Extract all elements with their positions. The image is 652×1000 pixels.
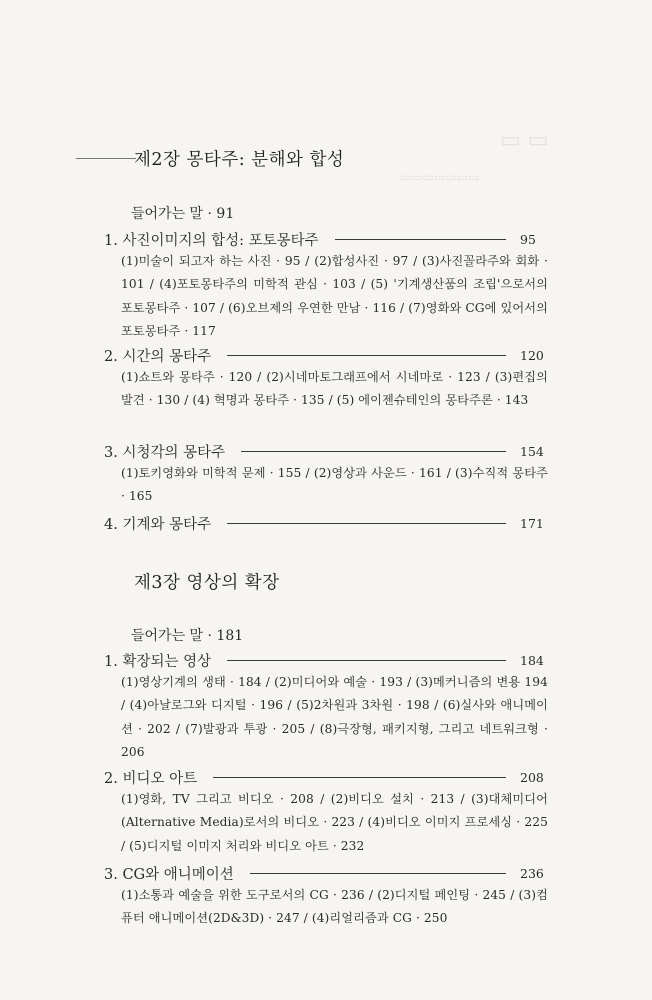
dot-leader: [335, 239, 506, 240]
bleed-through-decoration: ▭ ▭: [500, 128, 549, 153]
page-number: 236: [520, 865, 544, 881]
header-rule: [76, 158, 136, 159]
dot-leader: [213, 777, 506, 778]
section-title: 3. CG와 애니메이션: [104, 866, 234, 883]
page-number: 95: [520, 231, 536, 247]
section-title: 3. 시청각의 몽타주: [104, 444, 226, 461]
toc-section: [104, 440, 548, 509]
dot-leader: [227, 660, 506, 661]
chapter-intro: 들어가는 말 · 91: [131, 206, 235, 222]
section-contents: (1)영화, TV 그리고 비디오 · 208 / (2)비디오 설치 · 213 / (3)대체미디어(Alternative Media)로서의 비디오 · 223 / (4)비디오 이미지 프로세싱 · 225 / (5)디지털 이미지 처리와 비디오 아트 · 232: [121, 792, 548, 853]
chapter-intro: 들어가는 말 · 181: [131, 628, 244, 644]
section-title: 4. 기계와 몽타주: [104, 516, 212, 533]
dot-leader: [227, 523, 506, 524]
section-title: 1. 확장되는 영상: [104, 653, 212, 670]
toc-section: [104, 649, 548, 764]
section-contents: (1)영상기계의 생태 · 184 / (2)미디어와 예술 · 193 / (3)메커니즘의 변용 194 / (4)아날로그와 디지털 · 196 / (5)2차원과 3차원 · 198 / (6)실사와 애니메이션 · 202 / (7)발광과 투광 · 205 / (8)극장형, 패키지형, 그리고 네트워크형 · 206: [121, 675, 548, 759]
page-number: 171: [520, 515, 544, 531]
toc-section: [104, 766, 548, 858]
bleed-through-decoration: ▭▭▭▭▭▭▭: [400, 170, 480, 184]
page-number: 120: [520, 347, 544, 363]
toc-section: [104, 862, 548, 931]
section-contents: (1)쇼트와 몽타주 · 120 / (2)시네마토그래프에서 시네마로 · 123 / (3)편집의 발견 · 130 / (4) 혁명과 몽타주 · 135 / (5) 에이젠슈테인의 몽타주론 · 143: [121, 370, 548, 408]
section-contents: (1)소통과 예술을 위한 도구로서의 CG · 236 / (2)디지털 페인팅 · 245 / (3)컴퓨터 애니메이션(2D&3D) · 247 / (4)리얼리즘과 CG · 250: [121, 888, 548, 926]
dot-leader: [227, 355, 506, 356]
chapter-title: 제3장 영상의 확장: [134, 573, 280, 593]
toc-section: [104, 512, 544, 534]
section-contents: (1)토키영화와 미학적 문제 · 155 / (2)영상과 사운드 · 161 / (3)수직적 몽타주 · 165: [121, 466, 548, 504]
page-number: 184: [520, 652, 544, 668]
chapter-title: 제2장 몽타주: 분해와 합성: [134, 150, 345, 170]
toc-section: [104, 228, 548, 343]
section-title: 2. 시간의 몽타주: [104, 348, 212, 365]
page-number: 208: [520, 769, 544, 785]
section-title: 2. 비디오 아트: [104, 770, 198, 787]
dot-leader: [241, 451, 506, 452]
section-title: 1. 사진이미지의 합성: 포토몽타주: [104, 232, 319, 249]
toc-section: [104, 344, 548, 413]
page-number: 154: [520, 443, 544, 459]
section-contents: (1)미술이 되고자 하는 사진 · 95 / (2)합성사진 · 97 / (3)사진꼴라주와 회화 · 101 / (4)포토몽타주의 미학적 관심 · 103 / (5) '기계생산품의 조립'으로서의 포토몽타주 · 107 / (6)오브제의 우연한 만남 · 116 / (7)영화와 CG에 있어서의 포토몽타주 · 117: [121, 254, 548, 338]
dot-leader: [250, 873, 506, 874]
